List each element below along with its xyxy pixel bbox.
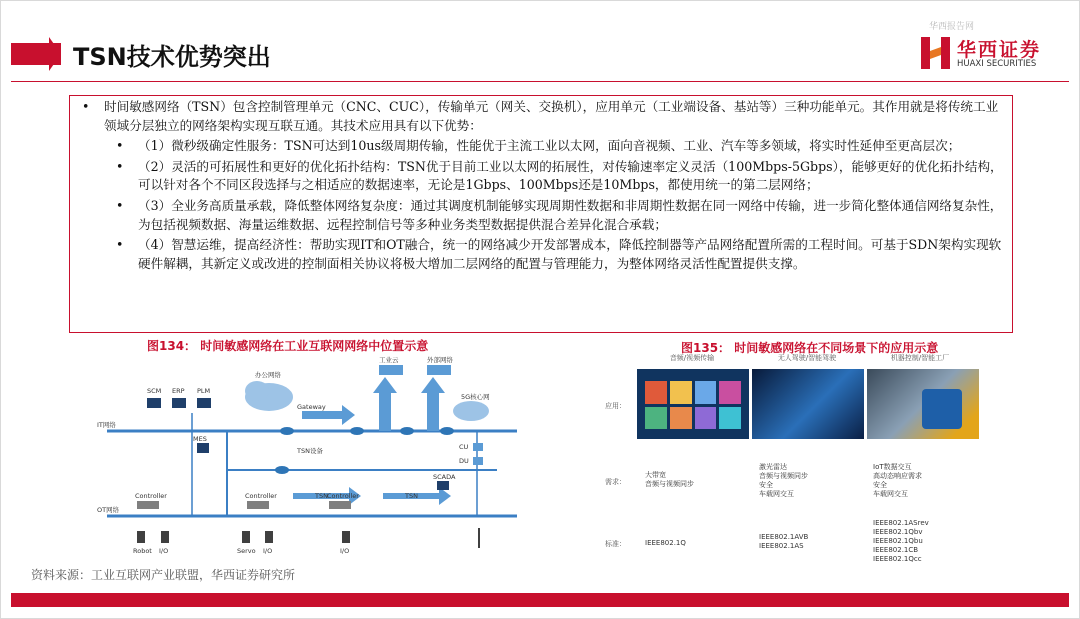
needs-cell: IoT数据交互 高动态响应需求 安全 车载网交互: [873, 463, 922, 498]
standards-cell: IEEE802.1ASrev IEEE802.1Qbv IEEE802.1Qbu IEEE802.1CB IEEE802.1Qcc: [873, 519, 929, 563]
cu-icon: [473, 443, 483, 451]
bullet-icon: •: [82, 99, 90, 114]
autonomous-driving-image: [752, 369, 864, 439]
plm-label: PLM: [197, 387, 211, 395]
up-arrow-icon: [373, 377, 397, 431]
row-label: 应用：: [605, 402, 626, 410]
computer-icon: [147, 398, 161, 408]
tsn-label: TSN: [315, 492, 328, 500]
up-arrow-icon: [421, 377, 445, 431]
io-label: I/O: [263, 547, 273, 555]
huaxi-logo-icon: [921, 37, 951, 69]
switch-icon: [275, 466, 289, 474]
column-header: 机器控制/智能工厂: [890, 354, 950, 362]
figure135-caption: 图135： 时间敏感网络在不同场景下的应用示意: [681, 341, 939, 355]
bullet-icon: •: [116, 138, 124, 154]
company-logo: [921, 35, 1061, 71]
robot-icon: [137, 531, 145, 543]
tsn-network-diagram: [97, 353, 527, 563]
sub-bullet: [82, 197, 1004, 234]
5g-core-label: 5G核心网: [461, 393, 490, 401]
watermark: 华西报告网: [929, 22, 975, 32]
logo-name-en: HUAXI SECURITIES: [957, 59, 1037, 69]
needs-cell: 大带宽 音频与视频同步: [645, 471, 694, 488]
controller-label: Controller: [327, 492, 359, 500]
main-bullet: [82, 98, 1004, 135]
external-network-label: 外部网络: [427, 356, 453, 364]
switch-icon: [400, 427, 414, 435]
source-note: 资料来源：工业互联网产业联盟，华西证券研究所: [31, 568, 296, 582]
io-label: I/O: [159, 547, 169, 555]
standards-cell: IEEE802.1Q: [645, 539, 686, 547]
standards-cell: IEEE802.1AVB IEEE802.1AS: [759, 533, 809, 550]
title-accent-arrow: [49, 37, 61, 71]
switch-icon: [350, 427, 364, 435]
controller-icon: [137, 501, 159, 509]
scm-label: SCM: [147, 387, 162, 395]
gateway-label: Gateway: [297, 403, 326, 411]
column-header: 无人驾驶/智能驾驶: [777, 354, 837, 362]
column-header: 音频/视频传输: [669, 354, 715, 362]
logo-name-cn: 华西证券: [957, 39, 1042, 61]
row-label: 需求：: [605, 478, 626, 486]
controller-icon: [329, 501, 351, 509]
sub-bullet-text: （3）全业务高质量承载，降低整体网络复杂度：通过其调度机制能够实现周期性数据和非周期性数据在同一网络中传输，进一步简化整体通信网络复杂性，为包括视频数据、海量运维数据、远程控制信号等多种业务类型数据提供混合差异化混合承载；: [138, 197, 1003, 232]
external-box: [427, 365, 451, 375]
it-network-label: IT网络: [97, 421, 116, 429]
cloud-icon: [245, 381, 293, 411]
sub-bullet: [82, 236, 1004, 273]
tsn-scenarios-figure: [597, 353, 1017, 578]
switch-icon: [440, 427, 454, 435]
page-title: TSN技术优势突出: [73, 43, 271, 71]
servo-label: Servo: [237, 547, 256, 555]
sub-bullet: [82, 137, 1004, 156]
bullet-icon: •: [116, 237, 124, 253]
scada-computer-icon: [437, 481, 449, 490]
sub-bullet-text: （1）微秒级确定性服务：TSN可达到10us级周期传输，性能优于主流工业以太网，面向音视频、工业、汽车等多领域，将实时性延伸至更高层次；: [138, 138, 961, 154]
servo-icon: [242, 531, 250, 543]
controller-icon: [247, 501, 269, 509]
switch-icon: [280, 427, 294, 435]
computer-icon: [197, 398, 211, 408]
video-tiles: [645, 381, 741, 429]
av-transmission-image: [637, 369, 749, 439]
cu-label: CU: [459, 443, 469, 451]
du-label: DU: [459, 457, 469, 465]
io-icon: [265, 531, 273, 543]
robot-label: Robot: [133, 547, 152, 555]
cloud-box: [379, 365, 403, 375]
tsn-label: TSN: [405, 492, 418, 500]
tsn-device-label: TSN设备: [297, 447, 323, 455]
computer-icon: [172, 398, 186, 408]
ot-network-label: OT网络: [97, 506, 120, 514]
scada-label: SCADA: [433, 473, 456, 481]
header-divider: [11, 81, 1069, 82]
figure134-caption: 图134： 时间敏感网络在工业互联网网络中位置示意: [147, 339, 429, 353]
du-icon: [473, 457, 483, 465]
sub-bullet: [82, 158, 1004, 195]
sub-bullet-text: （4）智慧运维，提高经济性：帮助实现IT和OT融合，统一的网络减少开发部署成本，降低控制器等产品网络配置所需的工程时间。可基于SDN架构实现软硬件解耦，其新定义或改进的控制面相关协议将极大增加二层网络的配置与管理能力，为整体网络灵活性配置提供支撑。: [138, 237, 1002, 271]
needs-cell: 激光雷达 音频与视频同步 安全 车载网交互: [759, 463, 808, 498]
row-label: 标准：: [605, 540, 626, 548]
sub-bullet-text: （2）灵活的可拓展性和更好的优化拓扑结构：TSN优于目前工业以太网的拓展性，对传输速率定义灵活（100Mbps-5Gbps），能够更好的优化拓扑结构，可以针对各个不同区段选择与之相适应的数据速率，无论是1Gbps、100Mbps还是10Mbps，都使用统一的第二层网络；: [138, 158, 1003, 193]
io-icon: [342, 531, 350, 543]
mes-computer-icon: [197, 443, 209, 453]
cloud-icon: [453, 401, 489, 421]
controller-label: Controller: [135, 492, 167, 500]
controller-label: Controller: [245, 492, 277, 500]
mes-label: MES: [193, 435, 207, 443]
erp-label: ERP: [172, 387, 185, 395]
summary-textbox: [69, 95, 1013, 333]
footer-bar: [11, 593, 1069, 607]
bullet-icon: •: [116, 158, 124, 174]
io-icon: [161, 531, 169, 543]
bullet-icon: •: [116, 197, 124, 213]
industry-cloud-label: 工业云: [379, 356, 399, 364]
io-label: I/O: [340, 547, 350, 555]
tablet-icon: [922, 389, 962, 429]
office-network-label: 办公网络: [255, 371, 281, 379]
main-bullet-text: 时间敏感网络（TSN）包含控制管理单元（CNC、CUC），传输单元（网关、交换机），应用单元（工业端设备、基站等）三种功能单元。其作用就是将传统工业领域分层独立的网络架构实现互联互通。其技术应用具有以下优势：: [104, 99, 999, 133]
smart-factory-image: [867, 369, 979, 439]
